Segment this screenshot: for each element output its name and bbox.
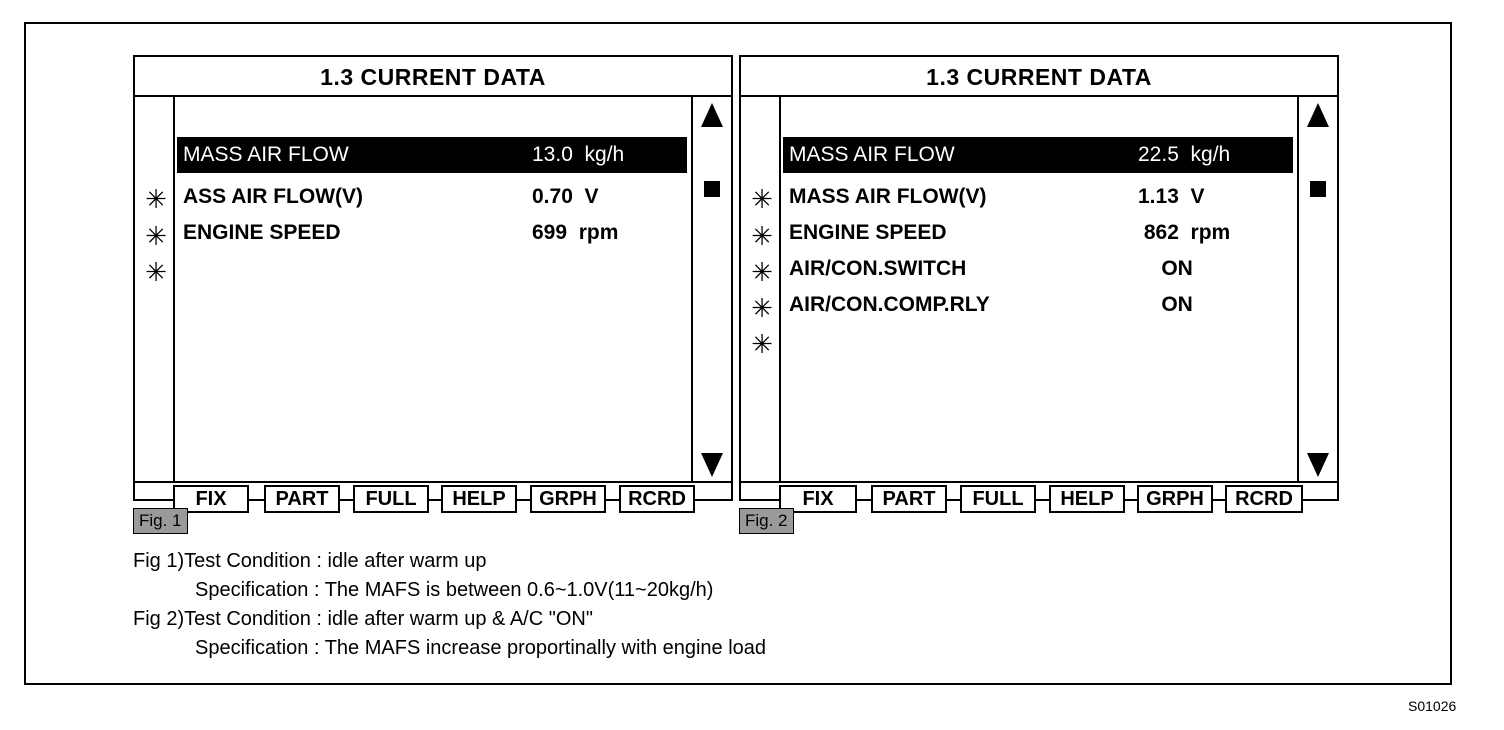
scrollbar[interactable] [1297,97,1337,481]
arrow-down-icon[interactable] [1307,453,1329,477]
current-data-panel-fig1 [133,55,733,510]
fig1-specification: Specification : The MAFS is between 0.6~1.0V(11~20kg/h) [195,579,714,601]
marker-gutter [135,97,175,481]
arrow-up-icon[interactable] [1307,103,1329,127]
fig2-specification: Specification : The MAFS increase proportinally with engine load [195,637,767,659]
part-button[interactable]: PART [264,485,340,513]
scroll-thumb-icon[interactable] [704,181,720,197]
asterisk-icon: ✳ [145,184,167,214]
row-label: MASS AIR FLOW [789,143,955,166]
full-button[interactable]: FULL [353,485,429,513]
fig1-test-condition: Fig 1)Test Condition : idle after warm up [133,550,487,572]
asterisk-icon: ✳ [751,329,773,359]
row-value: ON [1138,257,1193,280]
row-label: ENGINE SPEED [789,221,947,244]
asterisk-icon: ✳ [751,184,773,214]
function-key-bar [135,481,731,510]
scrollbar[interactable] [691,97,731,481]
data-row-aircon-switch[interactable] [783,251,1293,287]
asterisk-icon: ✳ [145,257,167,287]
row-label: MASS AIR FLOW(V) [789,185,987,208]
panel-title: 1.3 CURRENT DATA [135,57,731,97]
asterisk-icon: ✳ [751,257,773,287]
data-row-aircon-comp-relay[interactable] [783,287,1293,323]
record-button[interactable]: RCRD [1225,485,1303,513]
row-value: 13.0 kg/h [532,143,625,166]
row-value: 22.5 kg/h [1138,143,1231,166]
record-button[interactable]: RCRD [619,485,695,513]
row-label: MASS AIR FLOW [183,143,349,166]
row-label: ASS AIR FLOW(V) [183,185,364,208]
fig2-test-condition: Fig 2)Test Condition : idle after warm up & A/C "ON" [133,608,593,630]
data-row-mass-air-flow[interactable] [783,137,1293,173]
graph-button[interactable]: GRPH [1137,485,1213,513]
full-button[interactable]: FULL [960,485,1036,513]
data-row-engine-speed[interactable] [177,215,687,251]
arrow-down-icon[interactable] [701,453,723,477]
current-data-panel-fig2 [739,55,1339,510]
row-value: 1.13 V [1138,185,1205,208]
function-key-bar [741,481,1337,510]
scroll-thumb-icon[interactable] [1310,181,1326,197]
help-button[interactable]: HELP [1049,485,1125,513]
test-notes [133,547,766,663]
graph-button[interactable]: GRPH [530,485,606,513]
row-label: AIR/CON.SWITCH [789,257,967,280]
row-label: AIR/CON.COMP.RLY [789,293,990,316]
panel-title: 1.3 CURRENT DATA [741,57,1337,97]
row-value: 0.70 V [532,185,599,208]
asterisk-icon: ✳ [751,221,773,251]
asterisk-icon: ✳ [751,293,773,323]
data-row-mass-air-flow[interactable] [177,137,687,173]
part-button[interactable]: PART [871,485,947,513]
row-value: 862 rpm [1138,221,1231,244]
document-code: S01026 [1408,698,1457,714]
fix-button[interactable]: FIX [779,485,857,513]
data-row-mass-air-flow-v[interactable] [177,179,687,215]
row-value: ON [1138,293,1193,316]
row-label: ENGINE SPEED [183,221,341,244]
arrow-up-icon[interactable] [701,103,723,127]
help-button[interactable]: HELP [441,485,517,513]
data-list [175,97,691,481]
asterisk-icon: ✳ [145,221,167,251]
data-row-mass-air-flow-v[interactable] [783,179,1293,215]
row-value: 699 rpm [532,221,619,244]
data-list [781,97,1297,481]
fix-button[interactable]: FIX [173,485,249,513]
marker-gutter [741,97,781,481]
data-row-engine-speed[interactable] [783,215,1293,251]
figure-1-label: Fig. 1 [133,508,188,534]
figure-2-label: Fig. 2 [739,508,794,534]
